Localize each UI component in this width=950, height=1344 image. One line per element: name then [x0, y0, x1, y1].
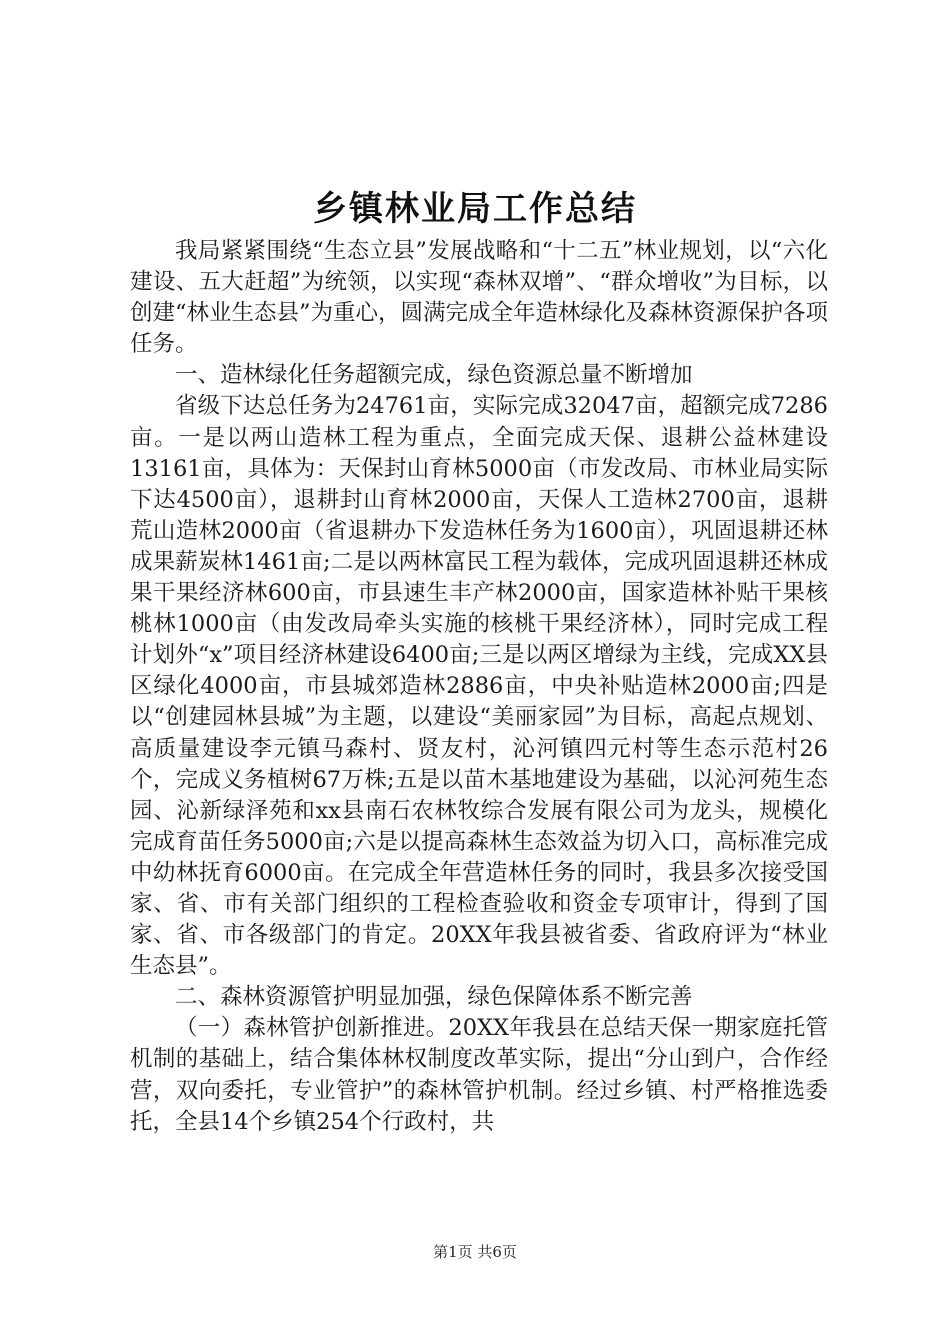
document-body	[130, 236, 828, 1138]
section-heading-1: 一、造林绿化任务超额完成，绿色资源总量不断增加	[175, 362, 693, 389]
page-footer: 第1页 共6页	[433, 1243, 517, 1261]
section-heading-2: 二、森林资源管护明显加强，绿色保障体系不断完善	[175, 984, 693, 1011]
intro-paragraph: 我局紧紧围绕“生态立县”发展战略和“十二五”林业规划，以“六化建设、五大赶超”为统领，以实现“森林双增”、“群众增收”为目标，以创建“林业生态县”为重心，圆满完成全年造林绿化及森林资源保护各项任务。	[130, 238, 829, 358]
document-title: 乡镇林业局工作总结	[313, 189, 637, 229]
section-1-paragraph: 省级下达总任务为24761亩，实际完成32047亩，超额完成7286亩。一是以两山造林工程为重点，全面完成天保、退耕公益林建设13161亩，具体为：天保封山育林5000亩（市发改局、市林业局实际下达4500亩），退耕封山育林2000亩，天保人工造林2700亩，退耕荒山造林2000亩（省退耕办下发造林任务为1600亩），巩固退耕还林成果薪炭林1461亩;二是以两林富民工程为载体，完成巩固退耕还林成果干果经济林600亩，市县速生丰产林2000亩，国家造林补贴干果核桃林1000亩（由发改局牵头实施的核桃干果经济林），同时完成工程计划外“x”项目经济林建设6400亩;三是以两区增绿为主线，完成XX县区绿化4000亩，市县城郊造林2886亩，中央补贴造林2000亩;四是以“创建园林县城”为主题，以建设“美丽家园”为目标，高起点规划、高质量建设李元镇马森村、贤友村，沁河镇四元村等生态示范村26个，完成义务植树67万株;五是以苗木基地建设为基础，以沁河苑生态园、沁新绿泽苑和xx县南石农林牧综合发展有限公司为龙头，规模化完成育苗任务5000亩;六是以提高森林生态效益为切入口，高标准完成中幼林抚育6000亩。在完成全年营造林任务的同时，我县多次接受国家、省、市有关部门组织的工程检查验收和资金专项审计，得到了国家、省、市各级部门的肯定。20XX年我县被省委、省政府评为“林业生态县”。	[130, 393, 828, 980]
section-2-paragraph: （一）森林管护创新推进。20XX年我县在总结天保一期家庭托管机制的基础上，结合集体林权制度改革实际，提出“分山到户，合作经营，双向委托，专业管护”的森林管护机制。经过乡镇、村严格推选委托，全县14个乡镇254个行政村，共	[130, 1015, 828, 1135]
